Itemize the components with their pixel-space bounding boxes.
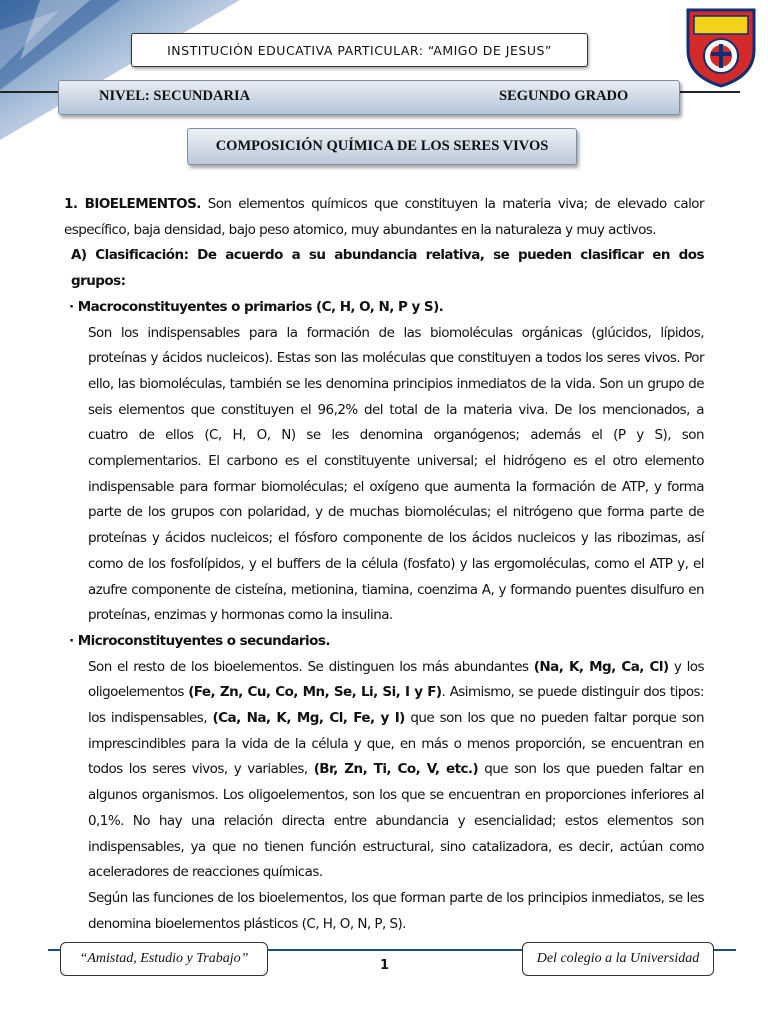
macro-paragraph: Son los indispensables para la formación de las biomoléculas orgánicas (glúcidos, lípidos, proteínas y ácidos nucleicos). Estas son las moléculas que constituyen a todos los seres vivos. Por ello, las biomoléculas, también se les denomina principios inmediatos de la vida. Son un grupo de seis elementos que constituyen el 96,2% del total de la materia viva. De los mencionados, a cuatro de ellos (C, H, O, N) se les denomina organógenos; además el (P y S), son complementarios. El carbono es el constituyente universal; el hidrógeno es el otro elemento indispensable para formar biomoléculas; el oxígeno que aumenta la formación de ATP, y forma parte de los grupos con polaridad, y de muchas biomoléculas; el nitrógeno que forma parte de proteínas y ácidos nucleicos; el fósforo componente de los ácidos nucleicos y las ribozimas, así como de los fosfolípidos, y el buffers de la célula (fosfato) y las ergomoléculas, como el ATP y, el azufre componente de cisteína, metionina, tiamina, coenzima A, y formando puentes disulfuro en proteínas, enzimas y hormonas como la insulina. [88,324,704,624]
micro-text-2: y los oligoelementos [88,658,704,701]
micro-text-5: que son los que pueden faltar en algunos organismos. Los oligoelementos, son los que se encuentran en proporciones inferiores al 0,1%. No hay una relación directa entre abundancia y esencialidad; estos elementos son indispensables, ya que no tienen función estructural, sino catalizadora, es decir, actúan como aceleradores de reacciones químicas. [88,761,705,881]
micro-text-3: . Asimismo, se puede distinguir dos tipos: los indispensables, [88,684,705,727]
plastic-elements-paragraph: Según las funciones de los bioelementos, los que forman parte de los principios inmediatos, se les denomina bioelementos plásticos (C, H, O, N, P, S). [88,889,704,932]
section-text: Son elementos químicos que constituyen la materia viva; de elevado calor específico, baja densidad, bajo peso atomico, muy abundantes en la naturaleza y muy activos. [64,196,705,238]
decorative-corner-pattern [0,0,240,140]
grade-label: SEGUNDO GRADO [499,88,629,104]
document-title: COMPOSICIÓN QUÍMICA DE LOS SERES VIVOS [187,128,577,165]
section-bioelementos [64,192,704,243]
level-bar [58,80,680,115]
institution-header: INSTITUCIÓN EDUCATIVA PARTICULAR: “AMIGO DE JESUS” [131,33,588,67]
classification-heading: A) Clasificación: De acuerdo a su abundancia relativa, se pueden clasificar en dos grupos: [71,247,704,290]
micro-oligo-list: (Fe, Zn, Cu, Co, Mn, Se, Li, Si, I y F) [188,684,442,701]
micro-abundant-list: (Na, K, Mg, Ca, Cl) [533,658,669,675]
micro-text-4: que son los que no pueden faltar porque son imprescindibles para la vida de la célula y que, en más o menos proporción, se encuentran en todos los seres vivos, y variables, [88,710,704,778]
micro-paragraph [64,655,704,886]
document-body [64,192,704,937]
footer-motto: “Amistad, Estudio y Trabajo” [60,942,268,976]
footer-slogan: Del colegio a la Universidad [522,942,714,976]
micro-text-1: Son el resto de los bioelementos. Se distinguen los más abundantes [88,658,534,675]
macro-heading: · Macroconstituyentes o primarios (C, H, O, N, P y S). [69,298,444,315]
micro-indispensable-list: (Ca, Na, K, Mg, Cl, Fe, y I) [212,710,405,727]
micro-heading: · Microconstituyentes o secundarios. [69,632,330,649]
micro-variable-list: (Br, Zn, Ti, Co, V, etc.) [313,761,479,778]
school-crest-logo [684,6,758,88]
level-label: NIVEL: SECUNDARIA [99,88,251,104]
section-heading: 1. BIOELEMENTOS. [64,196,201,212]
page-number: 1 [380,958,390,973]
